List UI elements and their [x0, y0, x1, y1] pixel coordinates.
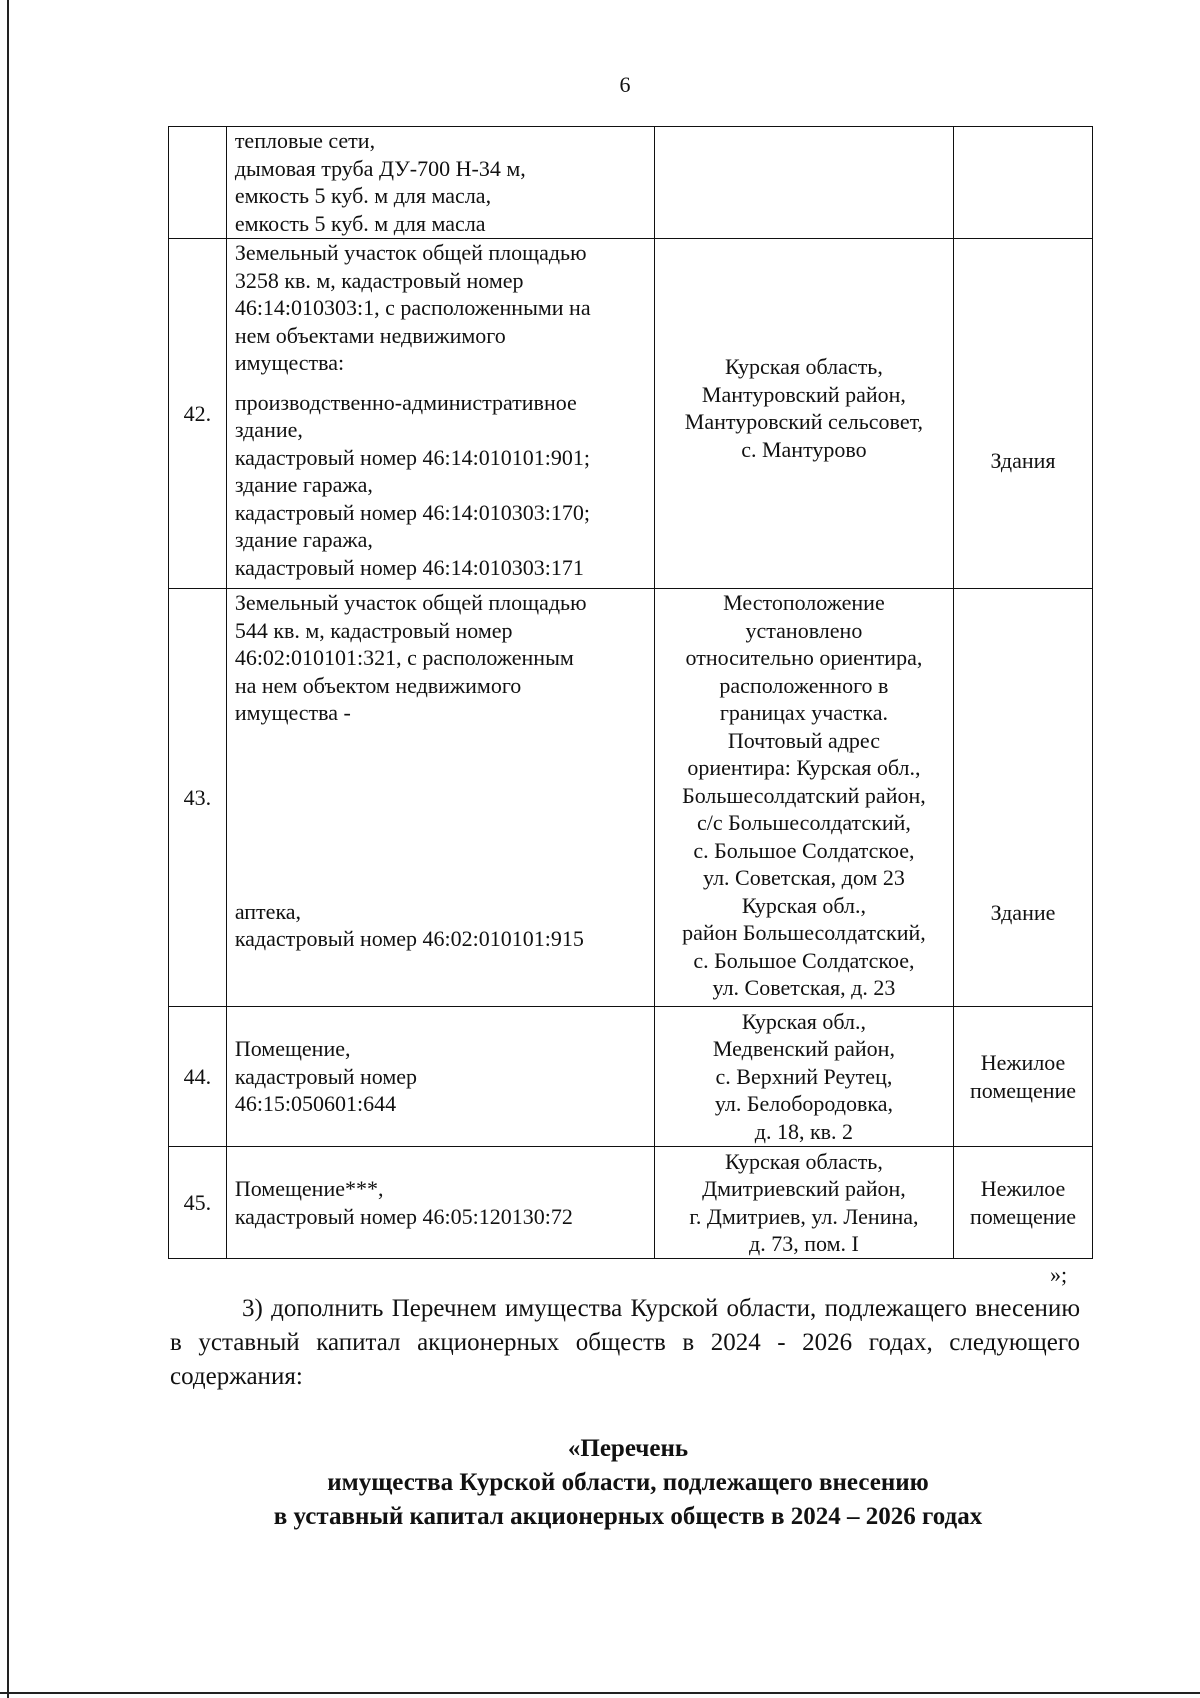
- row-type: [954, 127, 1093, 239]
- row-description: Земельный участок общей площадью 544 кв. м, кадастровый номер 46:02:010101:321, с расположенным на нем объектом недвижимого имущества - аптека, кадастровый номер 46:02:010101:915: [226, 589, 654, 1007]
- heading-line: имущества Курской области, подлежащего внесению: [327, 1469, 929, 1496]
- table-row: [169, 127, 1093, 239]
- row-type: Здания: [954, 239, 1093, 589]
- heading-line: «Перечень: [567, 1435, 689, 1462]
- closing-quote: »;: [1050, 1262, 1068, 1287]
- row-type: Нежилое помещение: [954, 1147, 1093, 1259]
- row-description: Помещение***, кадастровый номер 46:05:120130:72: [226, 1147, 654, 1259]
- property-table: [168, 126, 1093, 1259]
- row-type: Нежилое помещение: [954, 1007, 1093, 1147]
- row-description: Помещение, кадастровый номер 46:15:050601:644: [226, 1007, 654, 1147]
- row-location: Курская область, Мантуровский район, Мантуровский сельсовет, с. Мантурово: [654, 239, 953, 589]
- body-paragraph: 3) дополнить Перечнем имущества Курской области, подлежащего внесению в уставный капитал акционерных обществ в 2024 - 2026 годах, следующего содержания:: [170, 1295, 1080, 1390]
- row-description: тепловые сети, дымовая труба ДУ-700 Н-34 м, емкость 5 куб. м для масла, емкость 5 куб. м для масла: [226, 127, 654, 239]
- table-row: [169, 589, 1093, 1007]
- row-number: 43.: [169, 589, 227, 1007]
- row-description: Земельный участок общей площадью 3258 кв. м, кадастровый номер 46:14:010303:1, с расположенными на нем объектами недвижимого имущества: производственно-административное здание, кадастровый номер 46:14:010101:901; здание гаража, кадастровый номер 46:14:010303:170; здание гаража, кадастровый номер 46:14:010303:171: [226, 239, 654, 589]
- page-border-bottom: [0, 1692, 1200, 1694]
- row-location: Курская обл., Медвенский район, с. Верхний Реутец, ул. Белобородовка, д. 18, кв. 2: [654, 1007, 953, 1147]
- row-number: 45.: [169, 1147, 227, 1259]
- table-row: [169, 239, 1093, 589]
- table-row: [169, 1007, 1093, 1147]
- row-type: Здание: [954, 589, 1093, 1007]
- row-location: Курская область, Дмитриевский район, г. Дмитриев, ул. Ленина, д. 73, пом. I: [654, 1147, 953, 1259]
- page-border-left: [7, 0, 9, 1698]
- heading-line: в уставный капитал акционерных обществ в 2024 – 2026 годах: [273, 1503, 983, 1530]
- row-number: 42.: [169, 239, 227, 589]
- row-location: Местоположение установлено относительно ориентира, расположенного в границах участка. Почтовый адрес ориентира: Курская обл., Большесолдатский район, с/с Большесолдатский, с. Большое Солдатское, ул. Советская, дом 23 Курская обл., район Большесолдатский, с. Большое Солдатское, ул. Советская, д. 23: [654, 589, 953, 1007]
- table-row: [169, 1147, 1093, 1259]
- section-heading: [168, 1432, 1088, 1534]
- page-number: 6: [619, 72, 631, 97]
- row-number: [169, 127, 227, 239]
- row-location: [654, 127, 953, 239]
- row-number: 44.: [169, 1007, 227, 1147]
